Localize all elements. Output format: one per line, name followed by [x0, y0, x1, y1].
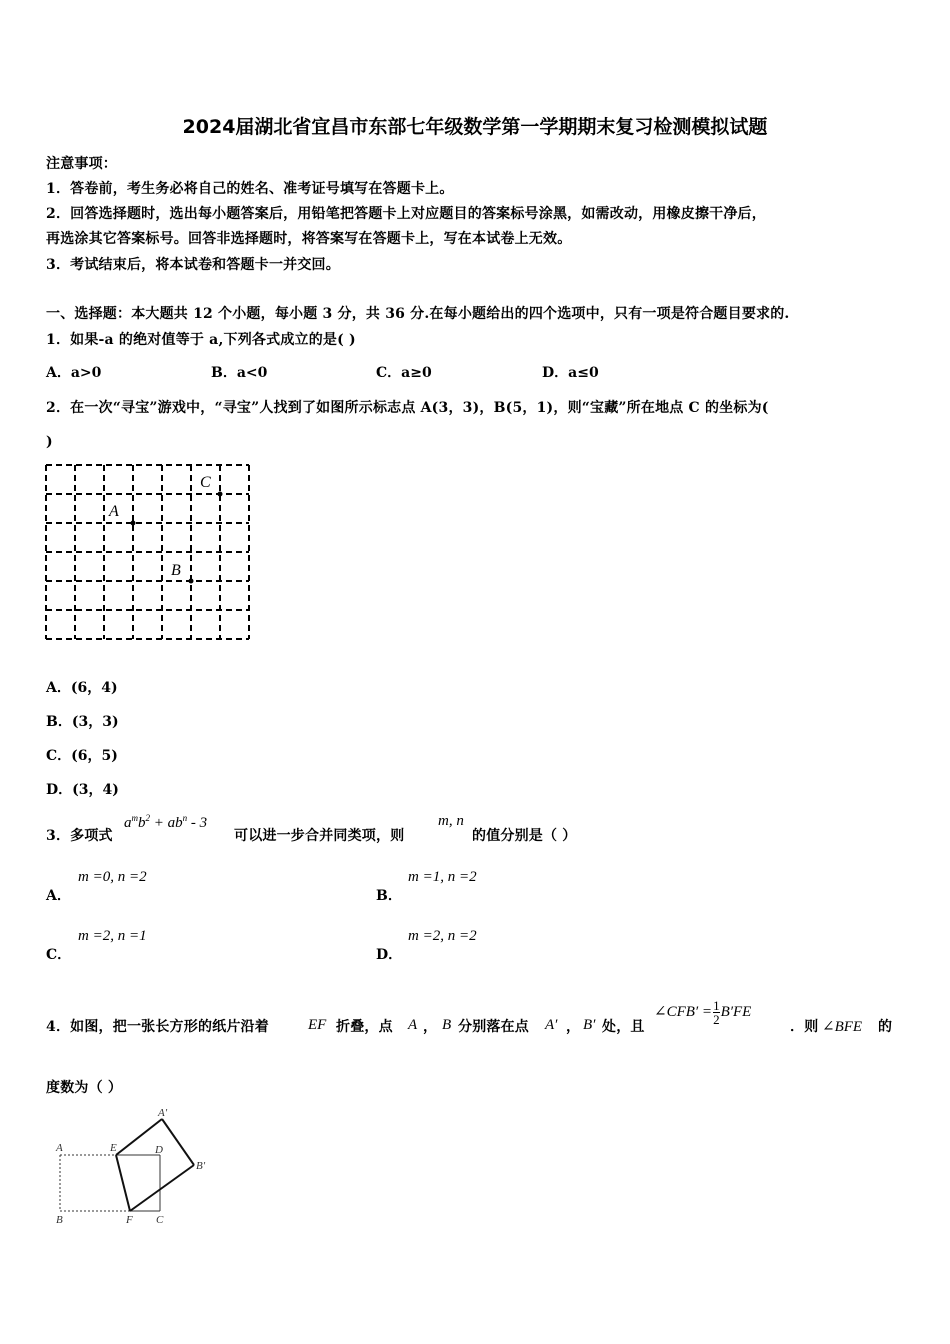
q4-text-1: 4．如图，把一张长方形的纸片沿着: [46, 1019, 269, 1035]
q4-point-b: B: [442, 1017, 452, 1033]
q4-angle-equation: ∠CFB′ = $\frac{1}{2}$ B′FE: [654, 998, 752, 1027]
fig-label-c: C: [156, 1214, 164, 1226]
q2-grid-figure: [44, 463, 252, 643]
q3-option-b-value: m =1, n =2: [408, 869, 477, 885]
q4-text-3: ，: [423, 1019, 438, 1035]
point-b-label: B: [171, 562, 181, 579]
q4-ef: EF: [308, 1017, 327, 1033]
q4-text-line2: 度数为（ ）: [46, 1080, 123, 1096]
fig-label-b-prime: B′: [196, 1160, 206, 1172]
q4-text-8: 的: [878, 1019, 893, 1035]
notice-item-2: 2．回答选择题时，选出每小题答案后，用铅笔把答题卡上对应题目的答案标号涂黑，如需改动，用橡皮擦干净后，: [46, 206, 766, 222]
fig-label-e: E: [110, 1142, 117, 1154]
q4-point-b-prime: B′: [583, 1017, 596, 1033]
fig-label-a-prime: A′: [158, 1107, 168, 1119]
q4-fold-figure: [50, 1103, 220, 1231]
section-heading: 一、选择题：本大题共 12 个小题，每小题 3 分，共 36 分.在每小题给出的四个选项中，只有一项是符合题目要求的.: [46, 306, 790, 322]
q4-text-2: 折叠，点: [336, 1019, 393, 1035]
q2-option-d: D．(3，4): [46, 782, 119, 798]
q3-option-a-label: A．: [46, 888, 71, 904]
q3-middle: 可以进一步合并同类项，则: [234, 828, 405, 844]
notice-heading: 注意事项：: [46, 156, 117, 172]
q4-text-6: 处，且: [602, 1019, 645, 1035]
notice-item-3: 3．考试结束后，将本试卷和答题卡一并交回。: [46, 257, 340, 273]
q1-option-a: A．a>0: [46, 365, 102, 381]
q3-polynomial: $a^mb^2 + ab^n - 3$: [124, 813, 208, 831]
q1-stem: 1．如果-a 的绝对值等于 a,下列各式成立的是( ): [46, 332, 356, 348]
q3-option-c-label: C．: [46, 947, 72, 963]
q4-point-a-prime: A′: [545, 1017, 558, 1033]
q3-option-a-value: m =0, n =2: [78, 869, 147, 885]
fig-label-a: A: [56, 1142, 63, 1154]
q2-option-b: B．(3，3): [46, 714, 119, 730]
q2-option-c: C．(6，5): [46, 748, 118, 764]
fig-label-d: D: [155, 1144, 163, 1156]
q3-option-b-label: B．: [376, 888, 402, 904]
q4-fraction: $\frac{1}{2}$: [713, 998, 720, 1027]
q4-angle-bfe: ∠BFE: [822, 1019, 863, 1035]
q3-option-d-value: m =2, n =2: [408, 928, 477, 944]
q3-suffix: 的值分别是（ ）: [472, 828, 577, 844]
point-c-label: C: [200, 474, 211, 491]
fig-label-f: F: [126, 1214, 133, 1226]
notice-item-2-cont: 再选涂其它答案标号。回答非选择题时，将答案写在答题卡上，写在本试卷上无效。: [46, 231, 572, 247]
fig-label-b: B: [56, 1214, 63, 1226]
q2-option-a: A．(6，4): [46, 680, 118, 696]
q3-prefix: 3．多项式: [46, 828, 113, 844]
q3-option-d-label: D．: [376, 947, 403, 963]
q3-option-c-value: m =2, n =1: [78, 928, 147, 944]
q1-option-d: D．a≤0: [542, 365, 599, 381]
q4-text-7: ．则: [790, 1019, 819, 1035]
q2-stem-end: ): [46, 434, 53, 450]
q3-vars: m, n: [438, 813, 464, 829]
notice-item-1: 1．答卷前，考生务必将自己的姓名、准考证号填写在答题卡上。: [46, 181, 454, 197]
q1-option-b: B．a<0: [211, 365, 268, 381]
q4-point-a: A: [408, 1017, 418, 1033]
q2-stem: 2．在一次“寻宝”游戏中，“寻宝”人找到了如图所示标志点 A(3，3)，B(5，1)，则“宝藏”所在地点 C 的坐标为(: [46, 400, 769, 416]
point-a-label: A: [109, 503, 119, 520]
page-title: 2024届湖北省宜昌市东部七年级数学第一学期期末复习检测模拟试题: [182, 116, 768, 138]
q1-option-c: C．a≥0: [376, 365, 432, 381]
q4-text-5: ，: [566, 1019, 581, 1035]
q4-text-4: 分别落在点: [458, 1019, 529, 1035]
